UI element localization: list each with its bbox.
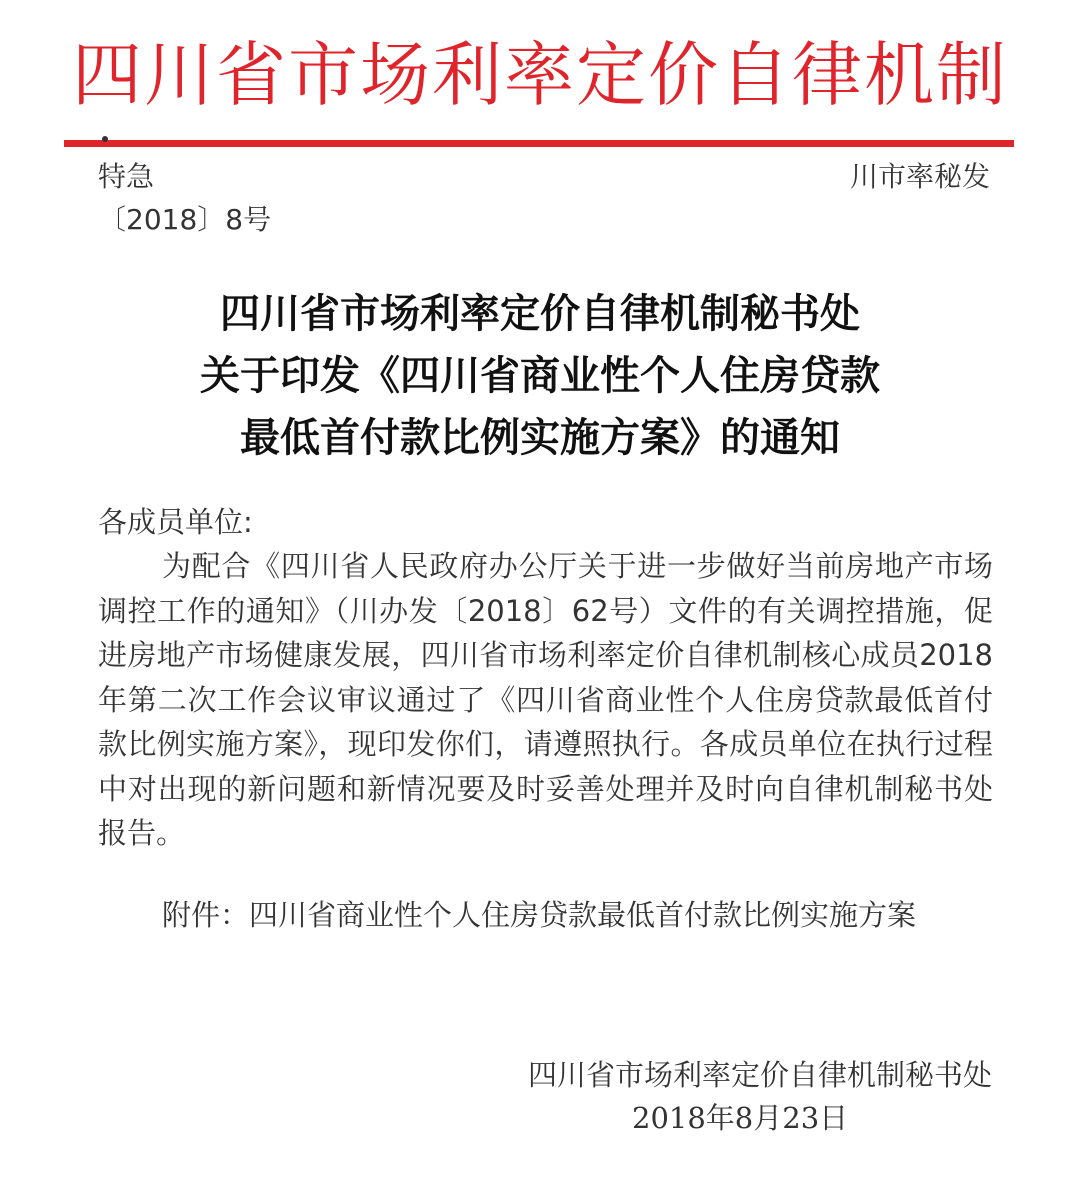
salutation: 各成员单位: xyxy=(98,505,253,539)
urgency-label: 特急 xyxy=(98,160,155,193)
body-paragraph: 为配合《四川省人民政府办公厅关于进一步做好当前房地产市场调控工作的通知》（川办发〔2018〕62号）文件的有关调控措施，促进房地产市场健康发展，四川省市场利率定价自律机制核心成员2018年第二次工作会议审议通过了《四川省商业性个人住房贷款最低首付款比例实施方案》，现印发你们，请遵照执行。各成员单位在执行过程中对出现的新问题和新情况要及时妥善处理并及时向自律机制秘书处报告。 xyxy=(98,549,993,850)
title-line-2: 关于印发《四川省商业性个人住房贷款 xyxy=(200,353,880,399)
document-number: 〔2018〕8号 xyxy=(98,203,272,236)
attachment-note: 附件：四川省商业性个人住房贷款最低首付款比例实施方案 xyxy=(162,898,917,932)
title-line-1: 四川省市场利率定价自律机制秘书处 xyxy=(220,291,860,337)
masthead-divider xyxy=(64,140,1014,147)
title-line-3: 最低首付款比例实施方案》的通知 xyxy=(240,415,840,461)
divider-dot xyxy=(102,136,108,142)
issue-date: 2018年8月23日 xyxy=(632,1101,849,1135)
masthead-title: 四川省市场利率定价自律机制 xyxy=(72,34,1008,116)
notice-title xyxy=(0,283,1080,469)
signature-issuer: 四川省市场利率定价自律机制秘书处 xyxy=(527,1058,992,1092)
issuer-code: 川市率秘发 xyxy=(849,160,990,193)
